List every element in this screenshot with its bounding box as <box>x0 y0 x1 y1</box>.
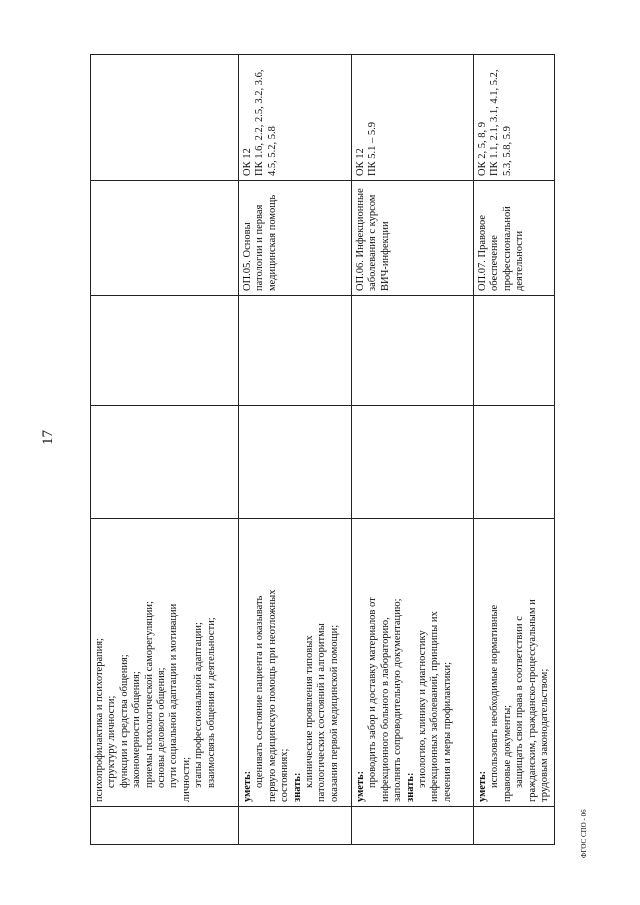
skills-line: защищать свои права в соответствии с <box>514 616 526 788</box>
index-cell <box>91 807 239 845</box>
skills-line: личности; <box>180 756 192 802</box>
skills-line: функции и средства общения; <box>118 654 130 788</box>
hours-cell <box>91 406 239 519</box>
skills-line: структуру личности; <box>106 695 118 788</box>
index-cell <box>352 807 474 845</box>
skills-line: этапы профессиональной адаптации; <box>193 622 205 788</box>
skills-line: оценивать состояние пациента и оказывать <box>254 595 266 788</box>
skills-line: уметь: <box>477 770 488 802</box>
page-number: 17 <box>40 430 56 445</box>
discipline-cell: ОП.05. Основы патологии и первая медицинская помощь <box>239 181 352 296</box>
skills-line: инфекционных заболеваний, принципы их <box>429 611 441 802</box>
table-row <box>91 55 239 845</box>
skills-cell <box>352 519 474 807</box>
skills-line: использовать необходимые нормативные <box>489 604 501 788</box>
skills-line: гражданским, гражданско-процессуальным и <box>526 599 538 802</box>
hours-cell <box>474 296 555 406</box>
table-row <box>474 55 555 845</box>
index-cell <box>239 807 352 845</box>
hours-cell <box>239 406 352 519</box>
skills-line: закономерности общения; <box>131 671 143 788</box>
skills-line: приемы психологической саморегуляции; <box>143 601 155 788</box>
discipline-cell: ОП.06. Инфекционные заболевания с курсом ВИЧ-инфекции <box>352 181 474 296</box>
hours-cell <box>352 296 474 406</box>
skills-line: трудовым законодательством; <box>539 668 551 802</box>
skills-line: лечения и меры профилактики; <box>441 661 453 802</box>
skills-line: знать: <box>291 772 303 802</box>
skills-line: основы делового общения; <box>156 667 168 788</box>
competence-cell <box>91 55 239 181</box>
competence-cell: ОК 2, 5, 8, 9 ПК 1.1, 2.1, 3.1, 4.1, 5.2, 5.3, 5.8, 5.9 <box>474 55 555 181</box>
hours-cell <box>352 406 474 519</box>
competence-cell: ОК 12 ПК 5.1 – 5.9 <box>352 55 474 181</box>
skills-line: взаимосвязь общения и деятельности; <box>205 617 217 788</box>
hours-cell <box>91 296 239 406</box>
hours-cell <box>474 406 555 519</box>
footer-code: ФГОС СПО - 06 <box>580 809 588 858</box>
skills-line: знать: <box>404 772 416 802</box>
skills-line: заполнять сопроводительную документацию; <box>392 598 404 802</box>
skills-line: оказания первой медицинской помощи; <box>328 624 340 802</box>
skills-line: патологических состояний и алгоритмы <box>316 623 328 802</box>
competence-cell: ОК 12 ПК 1.6, 2.2, 2.5, 3.2, 3.6, 4.5, 5.2, 5.8 <box>239 55 352 181</box>
document-table-rotated <box>90 55 551 845</box>
curriculum-table <box>90 54 555 845</box>
hours-cell <box>239 296 352 406</box>
table-row <box>352 55 474 845</box>
skills-cell <box>474 519 555 807</box>
discipline-cell <box>91 181 239 296</box>
skills-line: этиологию, клинику и диагностику <box>417 630 429 788</box>
discipline-cell: ОП.07. Правовое обеспечение профессиональной деятельности <box>474 181 555 296</box>
table-row <box>239 55 352 845</box>
skills-cell <box>91 519 239 807</box>
skills-line: проводить забор и доставку материалов от <box>367 597 379 788</box>
skills-line: состояниях; <box>279 748 291 802</box>
skills-line: уметь: <box>355 770 366 802</box>
index-cell <box>474 807 555 845</box>
skills-line: первую медицинскую помощь при неотложных <box>266 589 278 802</box>
skills-line: клинические проявления типовых <box>304 635 316 788</box>
skills-line: психопрофилактика и психотерапия; <box>94 638 105 802</box>
skills-line: пути социальной адаптации и мотивации <box>168 603 180 788</box>
skills-line: правовые документы; <box>501 704 513 802</box>
skills-line: уметь: <box>242 770 253 802</box>
skills-cell <box>239 519 352 807</box>
skills-line: инфекционного больного в лабораторию, <box>379 617 391 802</box>
